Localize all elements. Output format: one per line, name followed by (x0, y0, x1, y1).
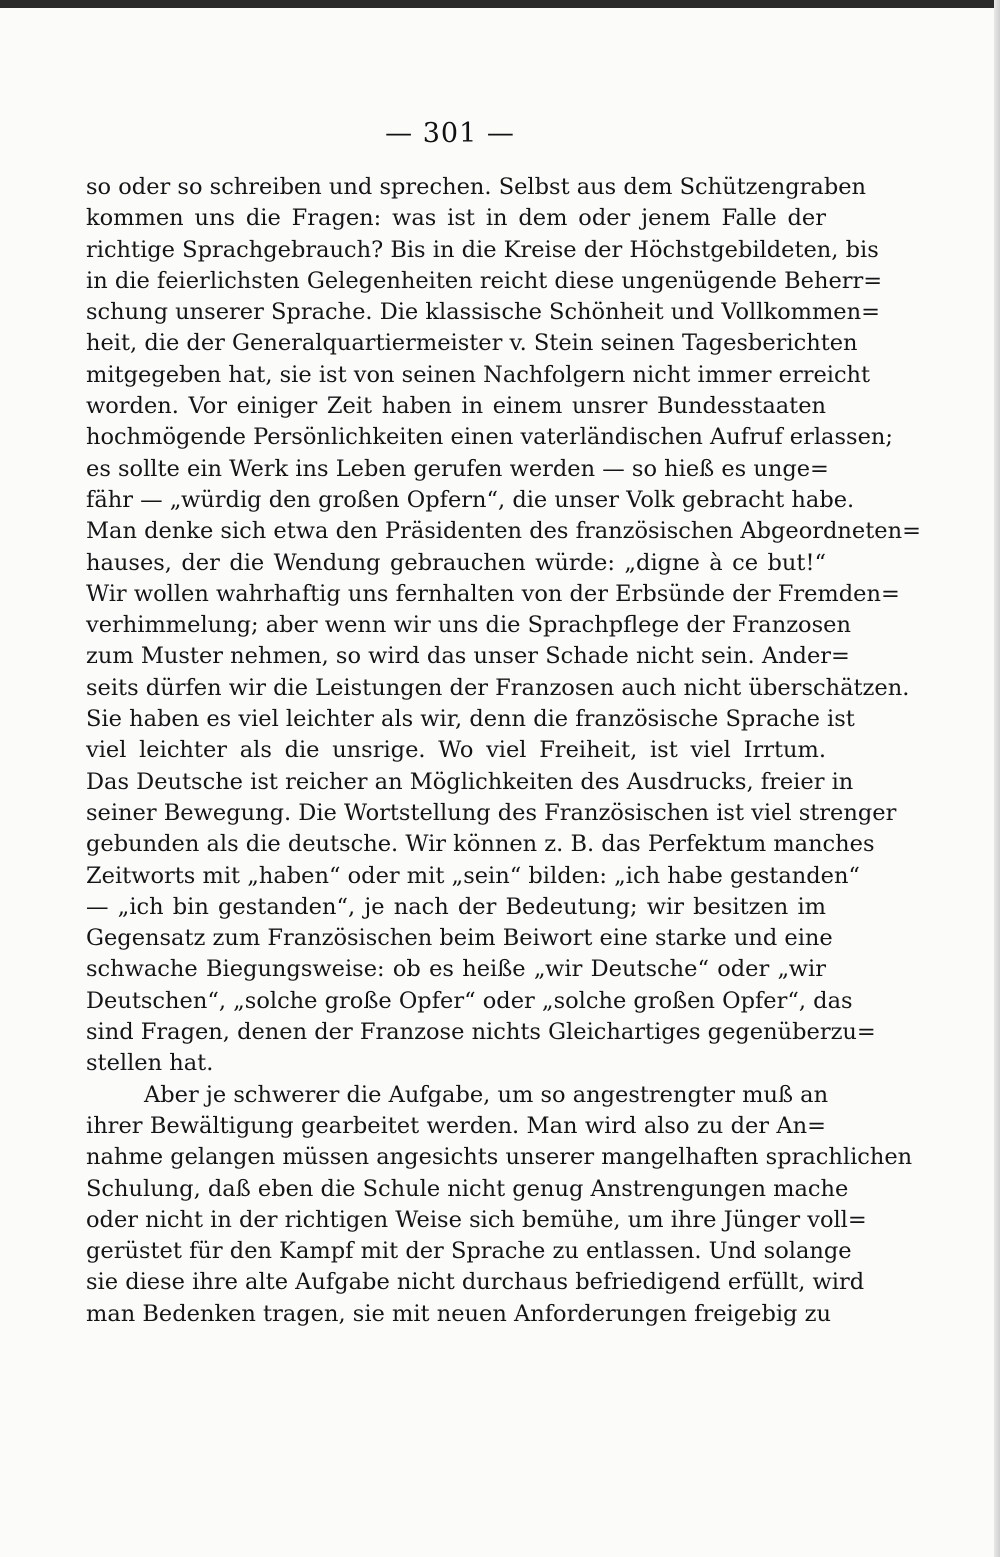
text-line: ihrer Bewältigung gearbeitet werden. Man wird also zu der An= (86, 1112, 826, 1139)
text-line: Schulung, daß eben die Schule nicht genug Anstrengungen mache (86, 1175, 849, 1202)
text-line: sie diese ihre alte Aufgabe nicht durchaus befriedigend erfüllt, wird (86, 1269, 865, 1296)
text-line-paragraph-start: Aber je schwerer die Aufgabe, um so angestrengter muß an (144, 1081, 829, 1108)
text-line: Zeitworts mit „haben“ oder mit „sein“ bilden: „ich habe gestanden“ (86, 862, 860, 889)
text-line: zum Muster nehmen, so wird das unser Schade nicht sein. Ander= (86, 643, 850, 670)
text-line: gerüstet für den Kampf mit der Sprache zu entlassen. Und solange (86, 1238, 852, 1265)
text-line: nahme gelangen müssen angesichts unserer mangelhaften sprachlichen (86, 1144, 913, 1171)
text-line: es sollte ein Werk ins Leben gerufen werden — so hieß es unge= (86, 455, 829, 482)
text-line: gebunden als die deutsche. Wir können z. B. das Perfektum manches (86, 831, 875, 858)
text-line: Das Deutsche ist reicher an Möglichkeiten des Ausdrucks, freier in (86, 768, 854, 795)
text-line: man Bedenken tragen, sie mit neuen Anforderungen freigebig zu (86, 1300, 831, 1327)
body-text (86, 172, 921, 1330)
text-line: fähr — „würdig den großen Opfern“, die unser Volk gebracht habe. (86, 486, 855, 513)
text-line: Deutschen“, „solche große Opfer“ oder „solche großen Opfer“, das (86, 987, 853, 1014)
text-line: Gegensatz zum Französischen beim Beiwort eine starke und eine (86, 925, 833, 952)
text-line: schung unserer Sprache. Die klassische Schönheit und Vollkommen= (86, 299, 880, 326)
page-number: — 301 — (385, 118, 515, 149)
scan-top-edge (0, 0, 1000, 8)
text-line: — „ich bin gestanden“, je nach der Bedeutung; wir besitzen im (86, 893, 826, 920)
text-line: oder nicht in der richtigen Weise sich bemühe, um ihre Jünger voll= (86, 1206, 867, 1233)
text-line: sind Fragen, denen der Franzose nichts Gleichartiges gegenüberzu= (86, 1019, 876, 1046)
text-line: seits dürfen wir die Leistungen der Franzosen auch nicht überschätzen. (86, 674, 910, 701)
text-line: schwache Biegungsweise: ob es heiße „wir Deutsche“ oder „wir (86, 956, 826, 983)
text-line: viel leichter als die unsrige. Wo viel Freiheit, ist viel Irrtum. (86, 737, 826, 764)
text-line: in die feierlichsten Gelegenheiten reicht diese ungenügende Beherr= (86, 267, 883, 294)
text-line: verhimmelung; aber wenn wir uns die Sprachpflege der Franzosen (86, 612, 851, 639)
text-line: Wir wollen wahrhaftig uns fernhalten von der Erbsünde der Fremden= (86, 580, 900, 607)
text-line-paragraph-end: stellen hat. (86, 1050, 214, 1077)
text-line: mitgegeben hat, sie ist von seinen Nachfolgern nicht immer erreicht (86, 361, 871, 388)
text-line: Man denke sich etwa den Präsidenten des französischen Abgeordneten= (86, 518, 921, 545)
scan-right-edge (994, 0, 1000, 1557)
text-line: richtige Sprachgebrauch? Bis in die Kreise der Höchstgebildeten, bis (86, 236, 879, 263)
text-line: worden. Vor einiger Zeit haben in einem unsrer Bundesstaaten (86, 393, 826, 420)
text-line: hauses, der die Wendung gebrauchen würde: „digne à ce but!“ (86, 549, 826, 576)
text-line: seiner Bewegung. Die Wortstellung des Französischen ist viel strenger (86, 799, 897, 826)
text-line: heit, die der Generalquartiermeister v. Stein seinen Tagesberichten (86, 330, 858, 357)
text-line: hochmögende Persönlichkeiten einen vaterländischen Aufruf erlassen; (86, 424, 893, 451)
text-line: so oder so schreiben und sprechen. Selbst aus dem Schützengraben (86, 174, 867, 200)
text-line: Sie haben es viel leichter als wir, denn die französische Sprache ist (86, 706, 855, 733)
text-line: kommen uns die Fragen: was ist in dem oder jenem Falle der (86, 205, 826, 232)
